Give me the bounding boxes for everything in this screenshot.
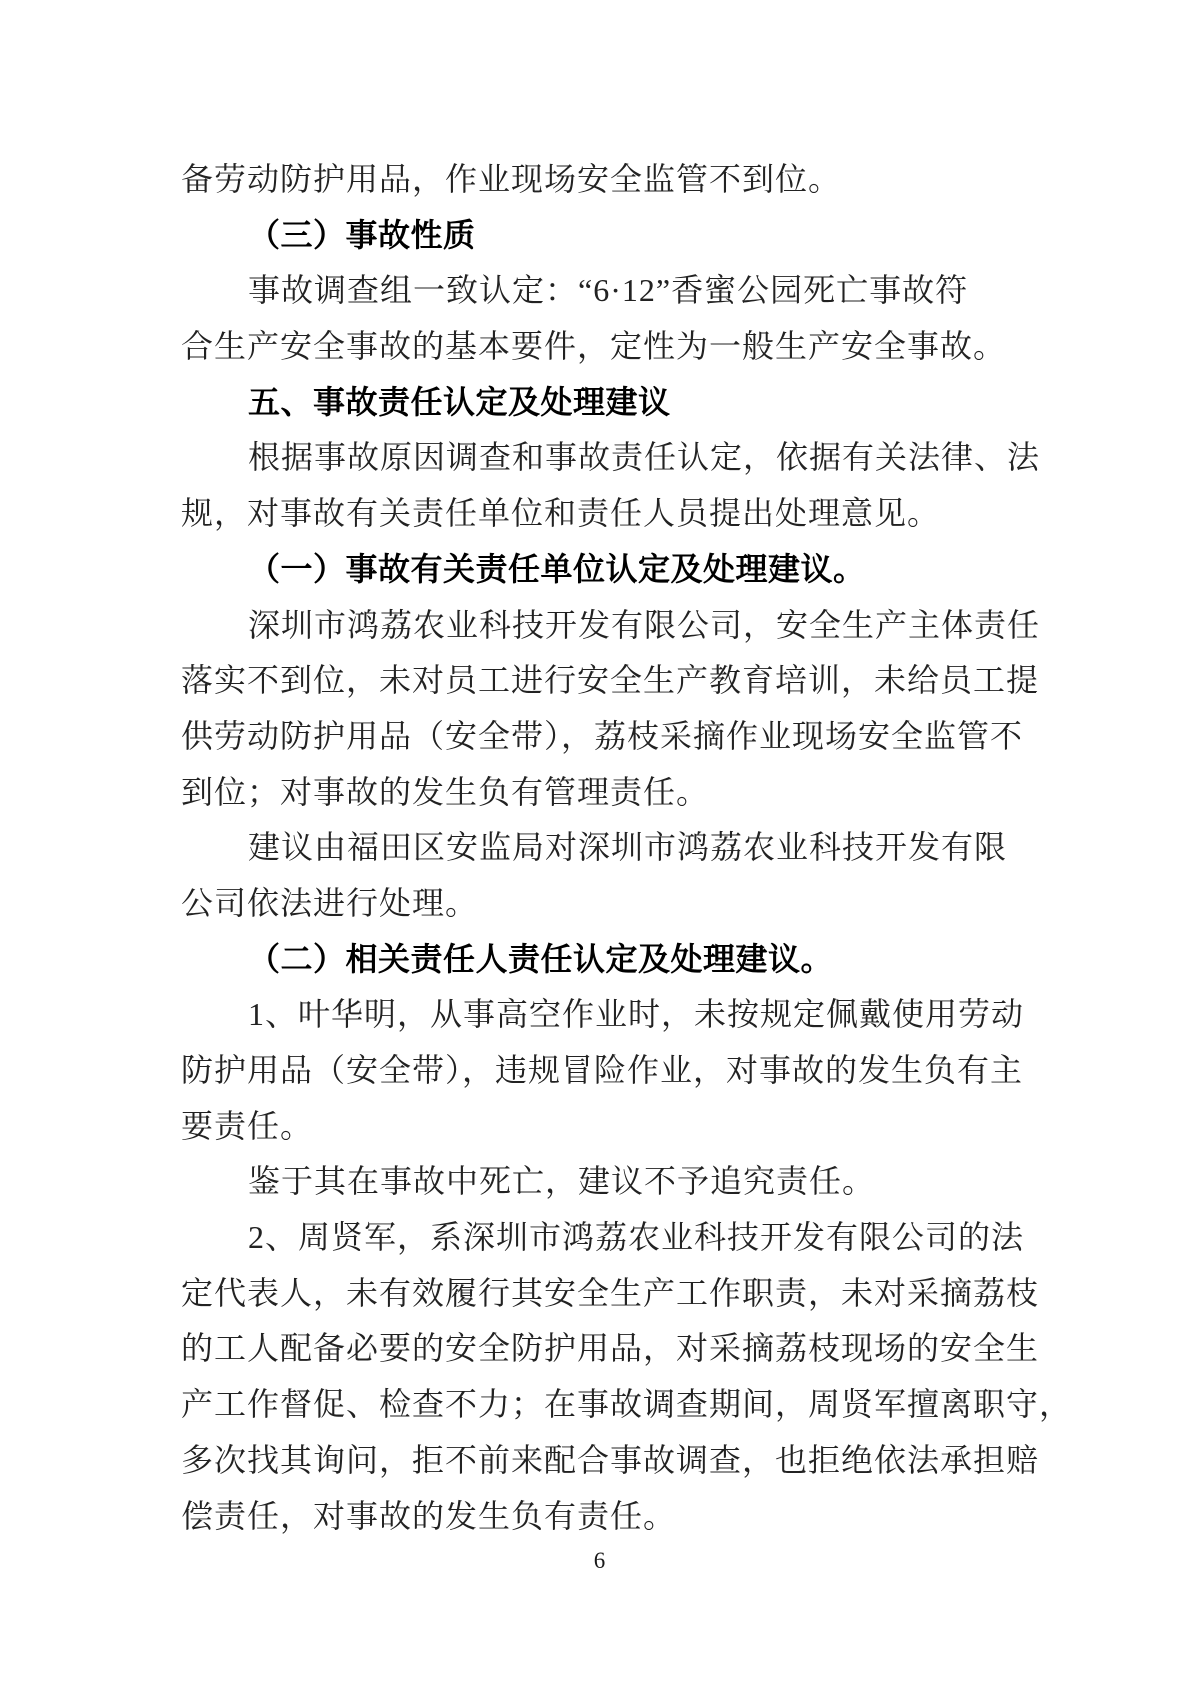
text-line: 规，对事故有关责任单位和责任人员提出处理意见。: [181, 495, 941, 532]
text-line: 1、叶华明，从事高空作业时，未按规定佩戴使用劳动: [248, 996, 1025, 1033]
text-line: 多次找其询问，拒不前来配合事故调查，也拒绝依法承担赔: [181, 1441, 1040, 1478]
text-line: 到位；对事故的发生负有管理责任。: [181, 773, 710, 810]
page-number: 6: [593, 1548, 606, 1573]
heading-line: （一）事故有关责任单位认定及处理建议。: [248, 550, 866, 587]
heading-line: 五、事故责任认定及处理建议: [248, 383, 671, 420]
text-line: 供劳动防护用品（安全带），荔枝采摘作业现场安全监管不: [181, 717, 1024, 754]
text-line: 2、周贤军，系深圳市鸿荔农业科技开发有限公司的法: [248, 1219, 1025, 1256]
heading-line: （二）相关责任人责任认定及处理建议。: [248, 940, 834, 977]
text-line: 公司依法进行处理。: [181, 884, 479, 921]
text-line: 定代表人，未有效履行其安全生产工作职责，未对采摘荔枝: [181, 1274, 1040, 1311]
text-line: 落实不到位，未对员工进行安全生产教育培训，未给员工提: [181, 662, 1040, 699]
text-line: 鉴于其在事故中死亡，建议不予追究责任。: [248, 1163, 876, 1200]
text-line: 事故调查组一致认定：“6·12”香蜜公园死亡事故符: [248, 272, 969, 309]
text-line: 建议由福田区安监局对深圳市鸿荔农业科技开发有限: [248, 829, 1008, 866]
text-line: 要责任。: [181, 1107, 314, 1144]
text-line: 的工人配备必要的安全防护用品，对采摘荔枝现场的安全生: [181, 1330, 1040, 1367]
text-line: 产工作督促、检查不力；在事故调查期间，周贤军擅离职守，: [181, 1386, 1073, 1423]
text-line: 根据事故原因调查和事故责任认定，依据有关法律、法: [248, 439, 1041, 476]
text-line: 深圳市鸿荔农业科技开发有限公司，安全生产主体责任: [248, 606, 1041, 643]
text-line: 合生产安全事故的基本要件，定性为一般生产安全事故。: [181, 328, 1007, 365]
text-line: 防护用品（安全带），违规冒险作业，对事故的发生负有主: [181, 1052, 1024, 1088]
heading-line: （三）事故性质: [248, 216, 476, 253]
document-body: [181, 152, 1073, 1544]
text-line: 偿责任，对事故的发生负有责任。: [181, 1497, 677, 1534]
text-line: 备劳动防护用品，作业现场安全监管不到位。: [181, 161, 842, 197]
